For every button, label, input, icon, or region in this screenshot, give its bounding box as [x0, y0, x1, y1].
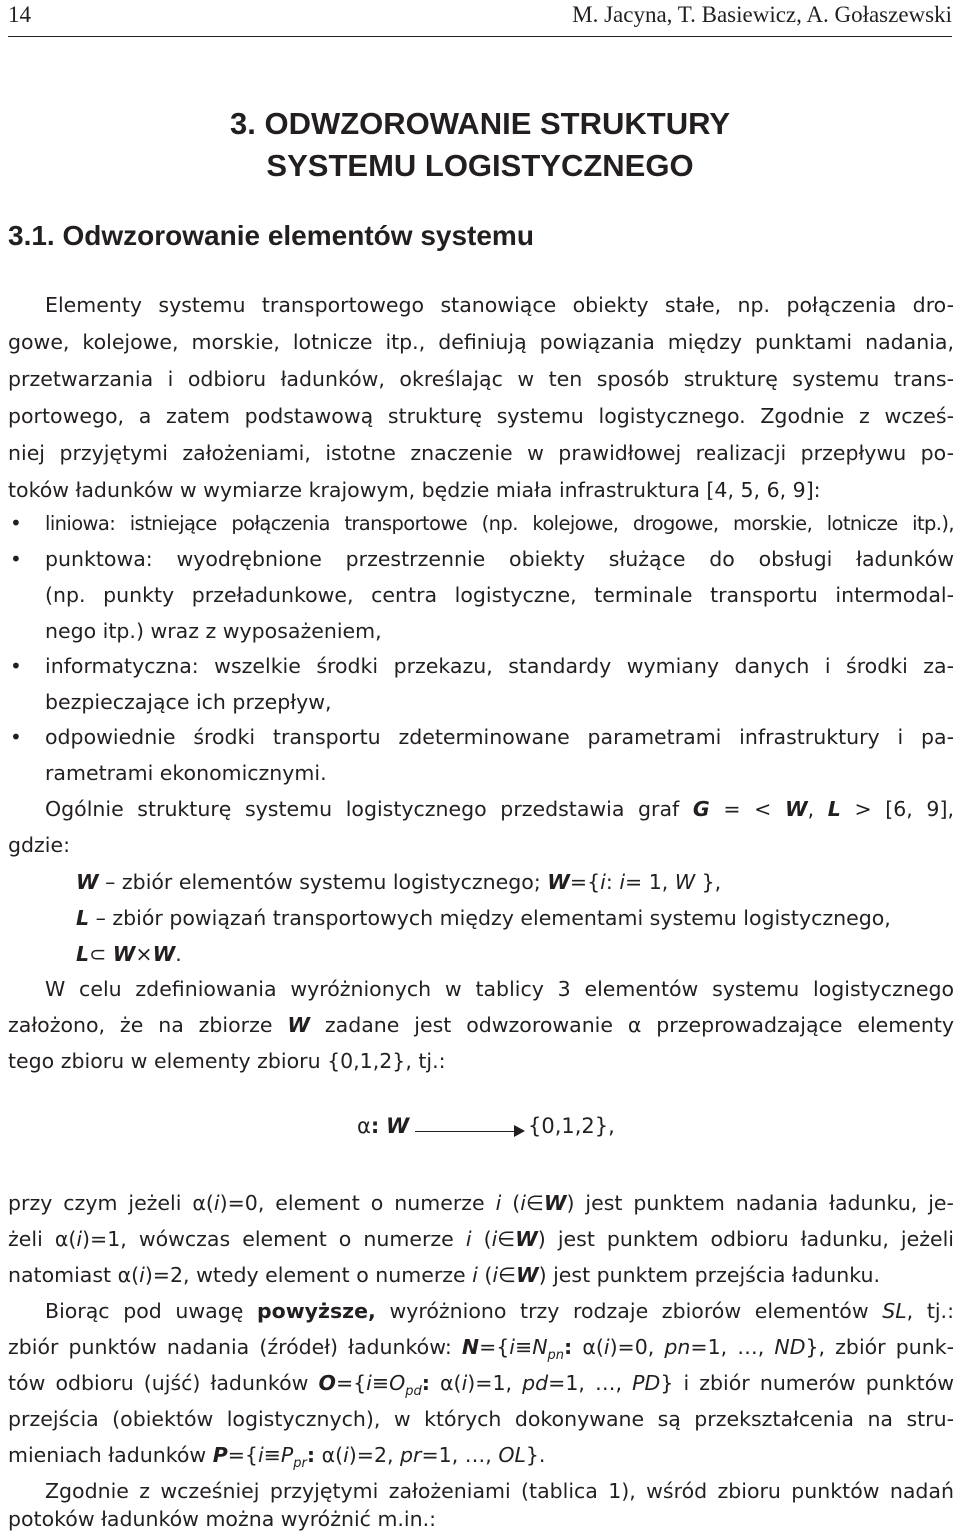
paragraph-1-line-5: niej przyjętymi założeniami, istotne znaczenie w prawidłowej realizacji przepływu po- — [8, 441, 954, 465]
page-number: 14 — [8, 2, 31, 27]
bullet-marker: • — [10, 511, 22, 535]
mapping-domain: α: W — [357, 1114, 410, 1138]
w-set-definition: W – zbiór elementów systemu logistycznego; W={i: i= 1, W }, — [76, 870, 722, 894]
chapter-title-line-1: 3. ODWZOROWANIE STRUKTURY — [229, 106, 730, 141]
paragraph-5-line-1: Biorąc pod uwagę powyższe, wyróżniono trzy rodzaje zbiorów elementów SL, tj.: — [45, 1299, 954, 1323]
bullet-4-line-2: rametrami ekonomicznymi. — [45, 761, 327, 785]
paragraph-4-line-3: natomiast α(i)=2, wtedy element o numerze i (i∈W) jest punktem przejścia ładunku. — [8, 1263, 881, 1287]
paragraph-3-line-1: W celu zdefiniowania wyróżnionych w tablicy 3 elementów systemu logistycznego — [45, 977, 954, 1001]
running-header — [8, 0, 952, 34]
gdzie-label: gdzie: — [8, 833, 71, 857]
chapter-title-line-2: SYSTEMU LOGISTYCZNEGO — [266, 148, 694, 183]
paragraph-5-line-4: przejścia (obiektów logistycznych), w których dokonywane są przekształcenia na stru- — [8, 1407, 954, 1431]
mapping-target: {0,1,2}, — [528, 1114, 615, 1138]
mapping-formula — [0, 1112, 960, 1152]
paragraph-5-line-3: tów odbioru (ujść) ładunków $O=\{i\equiv O_{pd}$: α(i)=1, pd=1, …, PD} i zbiór numerów punktów — [8, 1371, 954, 1400]
paragraph-5-line-2: zbiór punktów nadania (źródeł) ładunków: $N=\{i\equiv N_{pn}$: α(i)=0, pn=1, …, ND}, zbiór punk- — [8, 1335, 954, 1364]
paragraph-6-line-1: Zgodnie z wcześniej przyjętymi założeniami (tablica 1), wśród zbioru punktów nadań — [45, 1479, 954, 1503]
paragraph-4-line-2: żeli α(i)=1, wówczas element o numerze i (i∈W) jest punktem odbioru ładunku, jeżeli — [8, 1227, 954, 1251]
paragraph-1-line-3: przetwarzania i odbioru ładunków, określając w ten sposób strukturę systemu trans- — [8, 367, 954, 391]
paragraph-3-line-3: tego zbioru w elementy zbioru {0,1,2}, tj.: — [8, 1049, 446, 1073]
header-rule — [8, 36, 952, 37]
bullet-marker: • — [10, 654, 22, 678]
paragraph-1-line-4: portowego, a zatem podstawową strukturę systemu logistycznego. Zgodnie z wcześ- — [8, 404, 954, 428]
bullet-2-line-1: punktowa: wyodrębnione przestrzennie obiekty służące do obsługi ładunków — [45, 547, 954, 571]
l-set-definition: L – zbiór powiązań transportowych między elementami systemu logistycznego, — [76, 906, 891, 930]
bullet-marker: • — [10, 725, 22, 749]
header-authors: M. Jacyna, T. Basiewicz, A. Gołaszewski — [572, 2, 952, 27]
bullet-2-line-2: (np. punkty przeładunkowe, centra logistyczne, terminale transportu intermodal- — [45, 583, 954, 607]
paragraph-3-line-2: założono, że na zbiorze W zadane jest odwzorowanie α przeprowadzające elementy — [8, 1013, 954, 1037]
l-subset-expression: L⊂ W×W. — [76, 942, 182, 966]
bullet-marker: • — [10, 547, 22, 571]
section-heading: 3.1. Odwzorowanie elementów systemu — [8, 220, 534, 251]
paragraph-4-line-1: przy czym jeżeli α(i)=0, element o numerze i (i∈W) jest punktem nadania ładunku, je- — [8, 1191, 954, 1215]
paragraph-1-line-2: gowe, kolejowe, morskie, lotnicze itp., definiują powiązania między punktami nadania, — [8, 330, 954, 354]
bullet-1-line-1: liniowa: istniejące połączenia transportowe (np. kolejowe, drogowe, morskie, lotnicze itp.), — [45, 512, 954, 535]
bullet-2-line-3: nego itp.) wraz z wyposażeniem, — [45, 619, 382, 643]
paragraph-1-line-1: Elementy systemu transportowego stanowiące obiekty stałe, np. połączenia dro- — [45, 293, 954, 317]
bullet-4-line-1: odpowiednie środki transportu zdeterminowane parametrami infrastruktury i pa- — [45, 725, 954, 749]
paragraph-1-line-6: toków ładunków w wymiarze krajowym, będzie miała infrastruktura [4, 5, 6, 9]: — [8, 478, 821, 502]
bullet-3-line-2: bezpieczające ich przepływ, — [45, 690, 332, 714]
graph-definition-line: Ogólnie strukturę systemu logistycznego przedstawia graf G = < W, L > [6, 9], — [45, 797, 954, 821]
mapping-arrow-icon — [415, 1131, 523, 1132]
paragraph-6-line-2: potoków ładunków można wyróżnić m.in.: — [8, 1507, 437, 1531]
paragraph-5-line-5: mieniach ładunków $P=\{i\equiv P_{pr}$: α(i)=2, pr=1, …, OL}. — [8, 1443, 546, 1472]
bullet-3-line-1: informatyczna: wszelkie środki przekazu, standardy wymiany danych i środki za- — [45, 654, 954, 678]
